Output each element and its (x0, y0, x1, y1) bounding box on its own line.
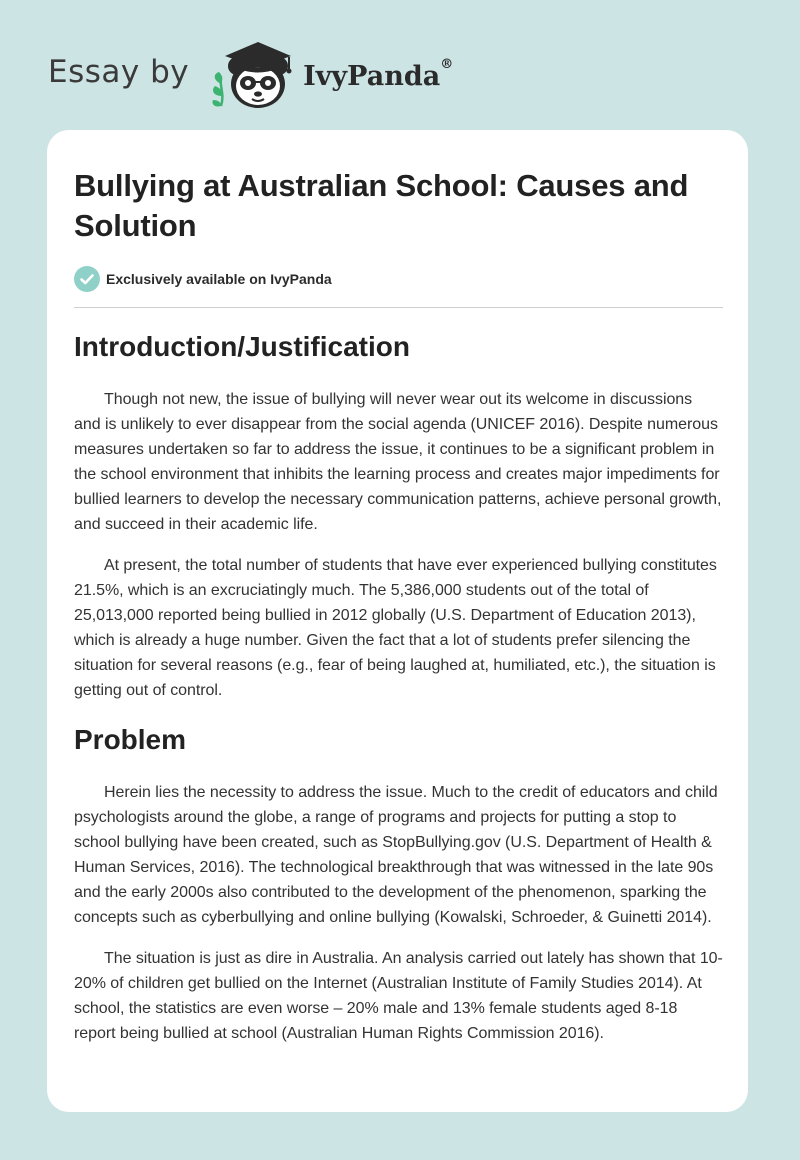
paragraph: Herein lies the necessity to address the issue. Much to the credit of educators and child psychologists around the globe, a range of programs and projects for putting a stop to school bullying have been created, such as StopBullying.gov (U.S. Department of Health & Human Services, 2016). The technological breakthrough that was witnessed in the late 90s and the early 2000s also contributed to the development of the phenomenon, sparking the concepts such as cyberbullying and online bullying (Kowalski, Schroeder, & Guinetti 2014). (74, 784, 718, 926)
exclusive-badge (74, 266, 723, 292)
panda-graduation-cap-icon[interactable] (207, 36, 299, 112)
paragraph: At present, the total number of students that have ever experienced bullying constitutes 21.5%, which is an excruciatingly much. The 5,386,000 students out of the total of 25,013,000 reported being bullied in 2012 globally (U.S. Department of Education 2013), which is already a huge number. Given the fact that a lot of students prefer silencing the situation for several reasons (e.g., fear of being laughed at, humiliated, etc.), the situation is getting out of control. (74, 557, 717, 699)
page-title: Bullying at Australian School: Causes and Solution (74, 168, 689, 243)
check-circle-icon (74, 266, 100, 292)
essay-by-label: Essay by (48, 54, 190, 90)
site-header (48, 34, 453, 114)
paragraph: The situation is just as dire in Australia. An analysis carried out lately has shown that 10-20% of children get bullied on the Internet (Australian Institute of Family Studies 2014). At school, the statistics are even worse – 20% male and 13% female students aged 8-18 report being bullied at school (Australian Human Rights Commission 2016). (74, 950, 723, 1042)
registered-mark: ® (440, 56, 454, 72)
brand-name[interactable]: IvyPanda® (303, 56, 454, 92)
section-heading-problem: Problem (74, 724, 187, 755)
essay-card (47, 130, 748, 1112)
divider (74, 307, 723, 308)
badge-label: Exclusively available on IvyPanda (106, 271, 332, 287)
paragraph: Though not new, the issue of bullying will never wear out its welcome in discussions and is unlikely to ever disappear from the social agenda (UNICEF 2016). Despite numerous measures undertaken so far to address the issue, it continues to be a significant problem in the school environment that inhibits the learning process and creates major impediments for bullied learners to develop the necessary communication patterns, achieve personal growth, and succeed in their academic life. (74, 391, 722, 533)
section-heading-introduction: Introduction/Justification (74, 331, 410, 362)
essay-content (74, 166, 723, 1046)
